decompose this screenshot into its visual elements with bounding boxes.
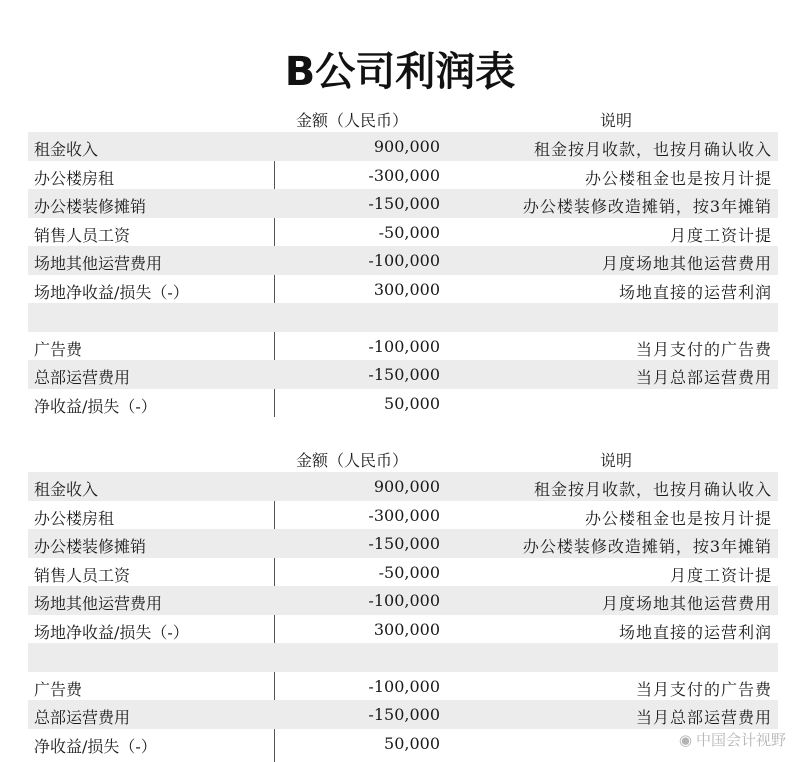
amount-column-header: 金额（人民币） [296, 451, 409, 470]
row-label: 广告费 [34, 679, 83, 699]
row-amount: -150,000 [368, 534, 440, 553]
row-label: 广告费 [34, 339, 83, 359]
watermark [679, 729, 786, 750]
table-header [28, 106, 778, 132]
table-row [28, 529, 778, 558]
row-label: 总部运营费用 [34, 368, 131, 387]
row-note: 办公楼装修改造摊销，按3年摊销 [522, 197, 772, 216]
table-row [28, 332, 778, 361]
row-label: 总部运营费用 [34, 708, 131, 727]
row-note: 当月总部运营费用 [635, 368, 772, 387]
row-note: 租金按月收款，也按月确认收入 [533, 480, 772, 499]
row-label: 办公楼房租 [34, 508, 115, 528]
row-note: 当月总部运营费用 [635, 708, 772, 727]
row-amount: 900,000 [373, 477, 440, 496]
row-label: 净收益/损失（-） [34, 396, 157, 416]
row-amount: 900,000 [373, 137, 440, 156]
row-note: 场地直接的运营利润 [618, 282, 772, 302]
table-row [28, 558, 778, 587]
row-label: 销售人员工资 [34, 225, 131, 245]
row-label: 场地净收益/损失（-） [34, 282, 189, 302]
table-row [28, 161, 778, 190]
row-note: 月度工资计提 [669, 225, 772, 245]
row-note: 月度场地其他运营费用 [601, 594, 772, 613]
row-amount: -100,000 [368, 676, 440, 696]
row-amount: 300,000 [373, 279, 440, 299]
watermark-text: 中国会计视野 [695, 731, 786, 749]
row-amount: -100,000 [368, 336, 440, 356]
page-title: B公司利润表 [284, 49, 516, 95]
row-note: 当月支付的广告费 [635, 679, 772, 699]
row-amount: 50,000 [384, 733, 440, 753]
amount-column-header: 金额（人民币） [296, 111, 409, 130]
weibo-icon: ◉ [678, 731, 692, 749]
table-row [28, 501, 778, 530]
table-row [28, 586, 778, 615]
row-amount: -300,000 [368, 165, 440, 185]
row-amount: -150,000 [368, 194, 440, 213]
table-row [28, 615, 778, 644]
table-row [28, 218, 778, 247]
table-row [28, 729, 778, 758]
table-row [28, 472, 778, 501]
row-label: 办公楼房租 [34, 168, 115, 188]
table-row [28, 672, 778, 701]
row-label: 办公楼装修摊销 [34, 537, 147, 556]
row-amount: -100,000 [368, 251, 440, 270]
table-row [28, 275, 778, 304]
row-amount: -150,000 [368, 705, 440, 724]
row-label: 办公楼装修摊销 [34, 197, 147, 216]
table-row [28, 246, 778, 275]
table-row-spacer [28, 643, 778, 672]
table-row [28, 389, 778, 418]
row-amount: -150,000 [368, 365, 440, 384]
table-row [28, 189, 778, 218]
row-label: 场地其他运营费用 [34, 254, 163, 273]
row-amount: -100,000 [368, 591, 440, 610]
row-amount: 300,000 [373, 619, 440, 639]
table-row [28, 700, 778, 729]
table-row [28, 360, 778, 389]
table-row [28, 132, 778, 161]
row-label: 净收益/损失（-） [34, 736, 157, 756]
income-statement-table-2 [28, 446, 778, 757]
row-amount: -300,000 [368, 505, 440, 525]
table-row-spacer [28, 303, 778, 332]
row-note: 租金按月收款，也按月确认收入 [533, 140, 772, 159]
row-amount: 50,000 [384, 393, 440, 413]
row-note: 当月支付的广告费 [635, 339, 772, 359]
note-column-header: 说明 [600, 451, 633, 470]
row-label: 租金收入 [34, 480, 99, 499]
row-note: 月度场地其他运营费用 [601, 254, 772, 273]
table-header [28, 446, 778, 472]
note-column-header: 说明 [600, 111, 633, 130]
row-amount: -50,000 [378, 222, 440, 242]
row-label: 场地其他运营费用 [34, 594, 163, 613]
row-note: 办公楼租金也是按月计提 [584, 508, 772, 528]
row-label: 销售人员工资 [34, 565, 131, 585]
row-label: 租金收入 [34, 140, 99, 159]
row-note: 月度工资计提 [669, 565, 772, 585]
row-amount: -50,000 [378, 562, 440, 582]
row-note: 办公楼租金也是按月计提 [584, 168, 772, 188]
row-note: 场地直接的运营利润 [618, 622, 772, 642]
row-note: 办公楼装修改造摊销，按3年摊销 [522, 537, 772, 556]
income-statement-table-1 [28, 106, 778, 417]
row-label: 场地净收益/损失（-） [34, 622, 189, 642]
